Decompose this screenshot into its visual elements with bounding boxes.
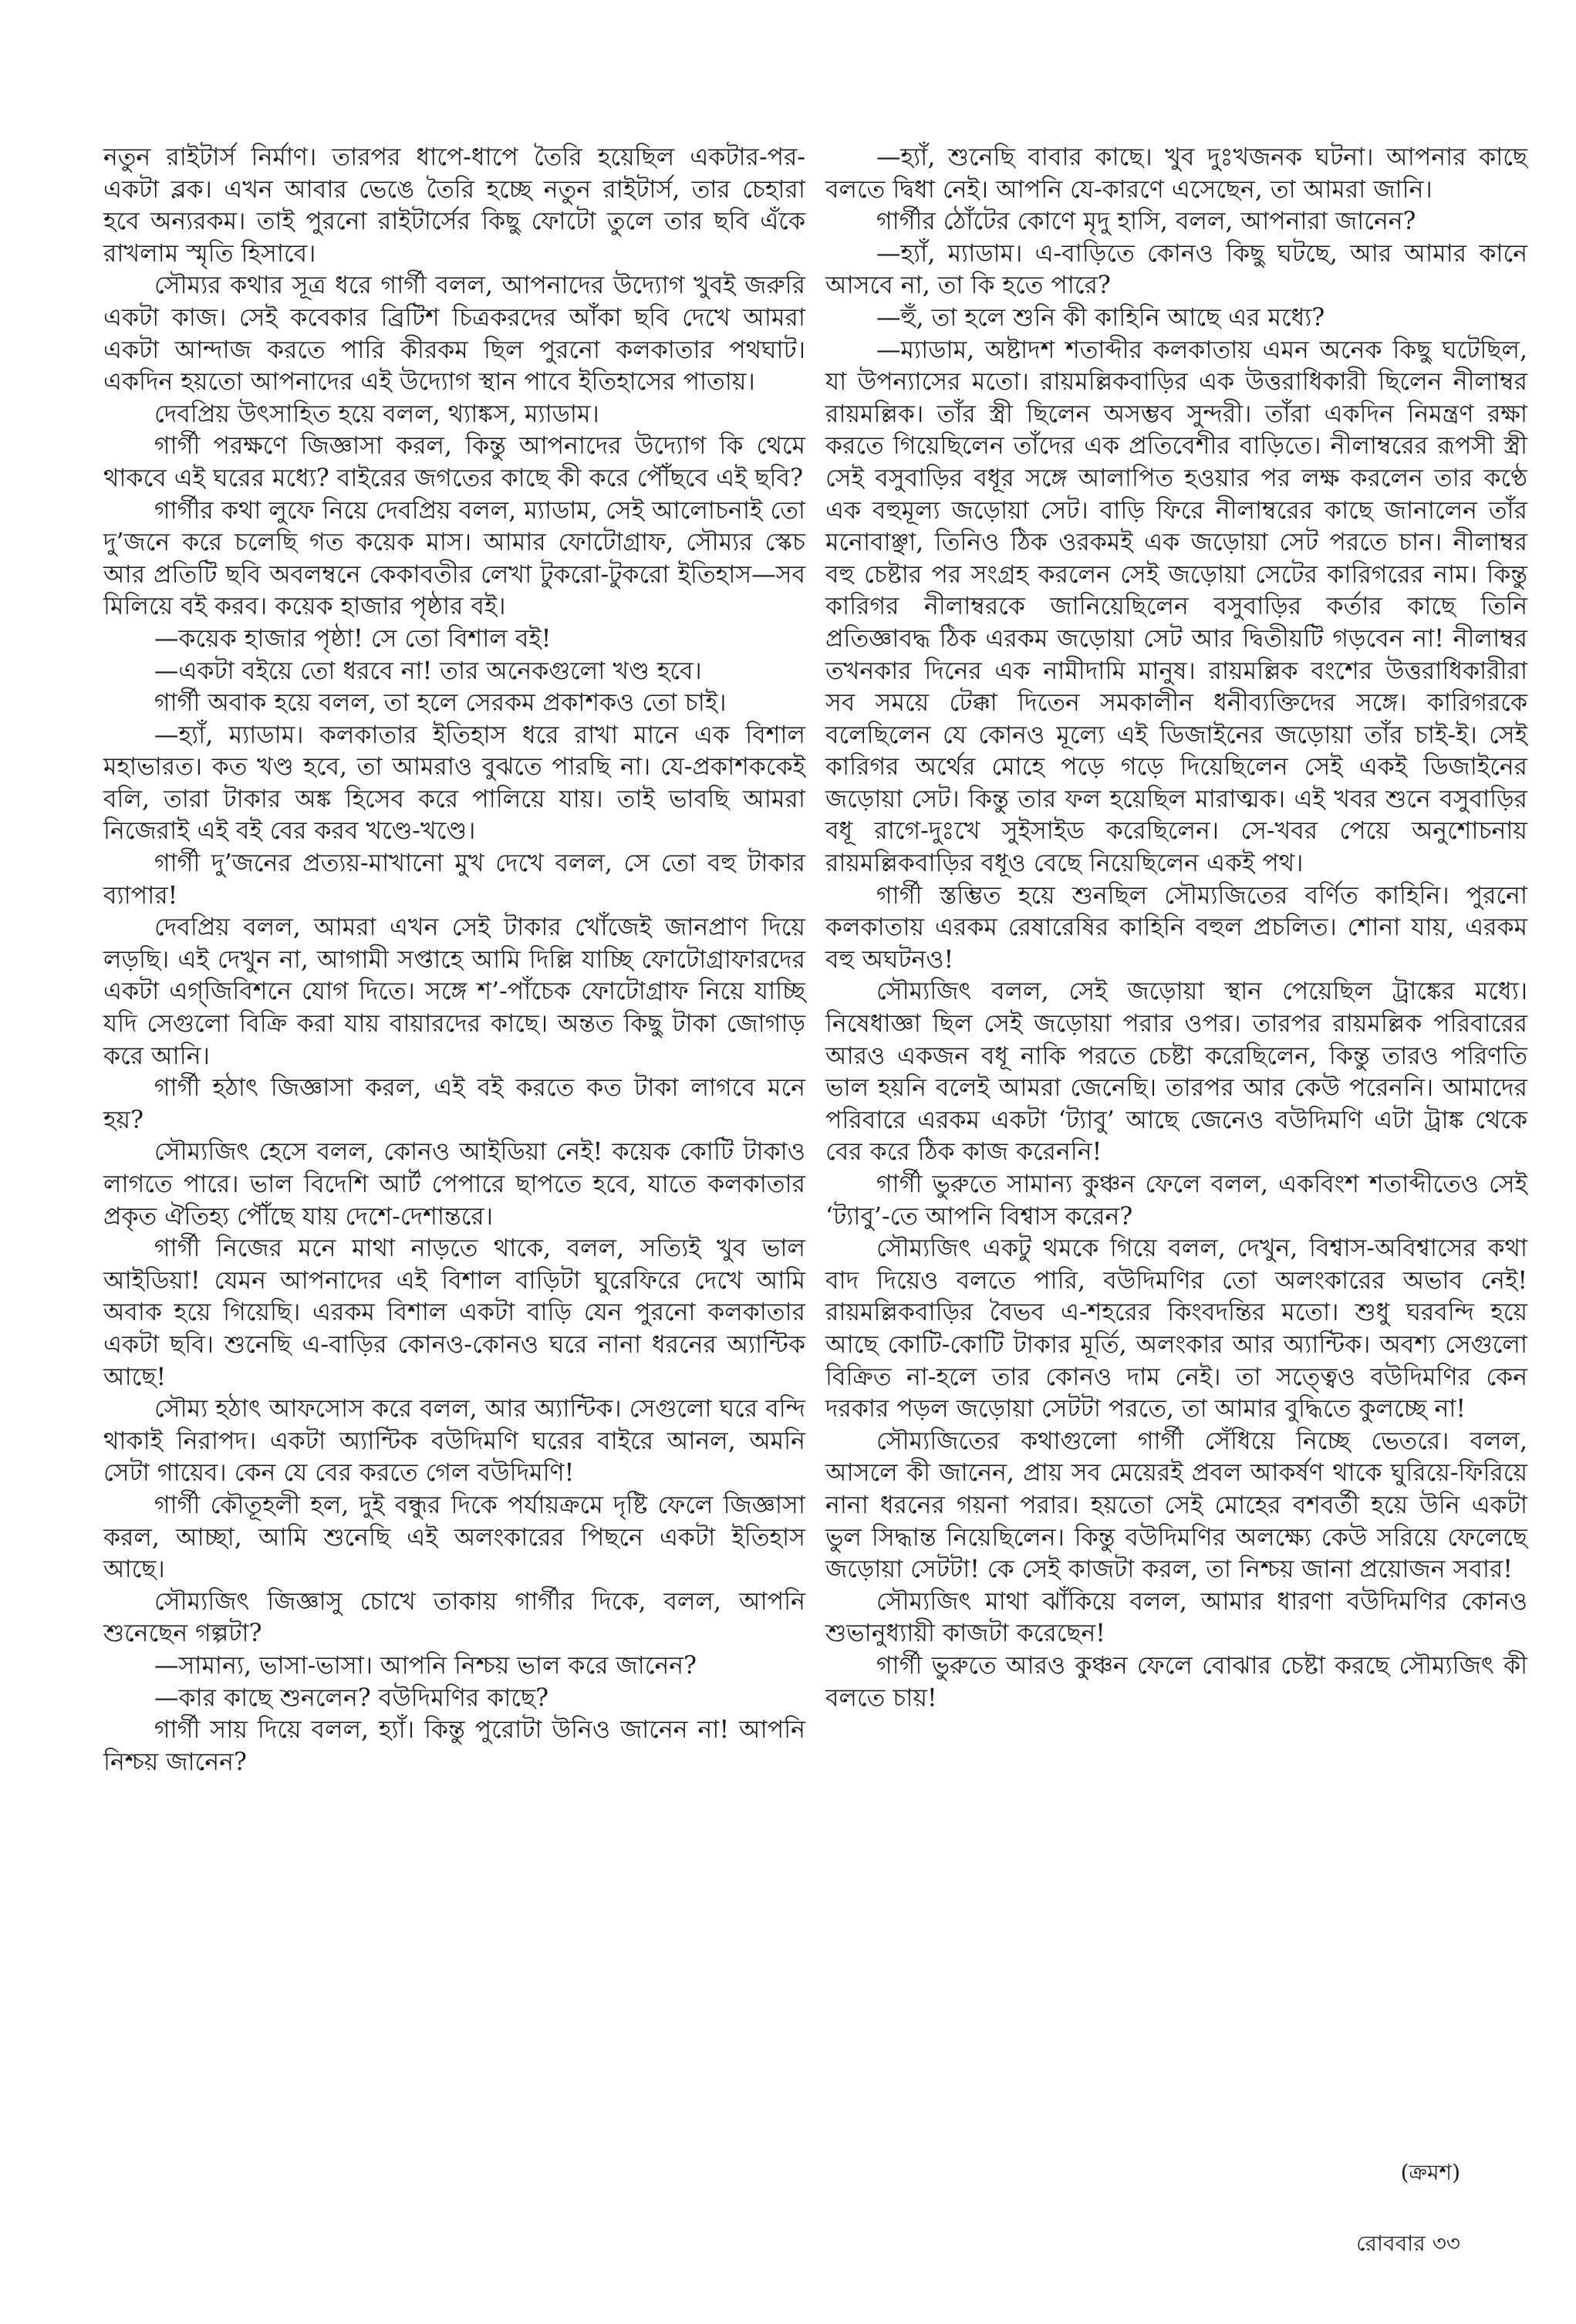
paragraph: গার্গীর কথা লুফে নিয়ে দেবপ্রিয় বলল, ম্যাডাম, সেই আলোচনাই তো দু’জনে করে চলেছি গত কয়েক মাস। আমার ফোটোগ্রাফ, সৌম্যর স্কেচ আর প্রতিটি ছবি অবলম্বনে কেকাবতীর লেখা টুকরো-টুকরো ইতিহাস—সব মিলিয়ে বই করব। কয়েক হাজার পৃষ্ঠার বই। <box>103 496 805 621</box>
paragraph: —সামান্য, ভাসা-ভাসা। আপনি নিশ্চয় ভাল করে জানেন? <box>154 1651 697 1680</box>
paragraph: গার্গীর ঠোঁটের কোণে মৃদু হাসি, বলল, আপনারা জানেন? <box>876 208 1416 236</box>
paragraph: গার্গী পরক্ষণে জিজ্ঞাসা করল, কিন্তু আপনাদের উদ্যোগ কি থেমে থাকবে এই ঘরের মধ্যে? বাইরের জগতের কাছে কী করে পৌঁছবে এই ছবি? <box>103 432 805 492</box>
paragraph: গার্গী ভুরুতে সামান্য কুঞ্চন ফেলে বলল, একবিংশ শতাব্দীতেও সেই ‘ট্যাবু’-তে আপনি বিশ্বাস করেন? <box>825 1170 1527 1231</box>
paragraph: —হুঁ, তা হলে শুনি কী কাহিনি আছে এর মধ্যে? <box>876 303 1325 332</box>
paragraph: সৌম্যজিৎ জিজ্ঞাসু চোখে তাকায় গার্গীর দিকে, বলল, আপনি শুনেছেন গল্পটা? <box>103 1587 805 1648</box>
paragraph: গার্গী কৌতূহলী হল, দুই বন্ধুর দিকে পর্যায়ক্রমে দৃষ্টি ফেলে জিজ্ঞাসা করল, আচ্ছা, আমি শুনেছি এই অলংকারের পিছনে একটা ইতিহাস আছে। <box>103 1491 805 1584</box>
paragraph: দেবপ্রিয় বলল, আমরা এখন সেই টাকার খোঁজেই জানপ্রাণ দিয়ে লড়ছি। এই দেখুন না, আগামী সপ্তাহে আমি দিল্লি যাচ্ছি ফোটোগ্রাফারদের একটা এগ্‌জিবিশনে যোগ দিতে। সঙ্গে শ’-পাঁচেক ফোটোগ্রাফ নিয়ে যাচ্ছি যদি সেগুলো বিক্রি করা যায় বায়ারদের কাছে। অন্তত কিছু টাকা জোগাড় করে আনি। <box>103 914 805 1070</box>
paragraph: সৌম্যজিতের কথাগুলো গার্গী সেঁধিয়ে নিচ্ছে ভেতরে। বলল, আসলে কী জানেন, প্রায় সব মেয়েরই প্রবল আকর্ষণ থাকে ঘুরিয়ে-ফিরিয়ে নানা ধরনের গয়না পরার। হয়তো সেই মোহের বশবর্তী হয়ে উনি একটা ভুল সিদ্ধান্ত নিয়েছিলেন। কিন্তু বউদিমণির অলক্ষ্যে কেউ সরিয়ে ফেলেছে জড়োয়া সেটটা! কে সেই কাজটা করল, তা নিশ্চয় জানা প্রয়োজন সবার! <box>825 1427 1527 1584</box>
paragraph: সৌম্যজিৎ একটু থমকে গিয়ে বলল, দেখুন, বিশ্বাস-অবিশ্বাসের কথা বাদ দিয়েও বলতে পারি, বউদিমণির তো অলংকারের অভাব নেই! রায়মল্লিকবাড়ির বৈভব এ-শহরের কিংবদন্তির মতো। শুধু ঘরবন্দি হয়ে আছে কোটি-কোটি টাকার মূর্তি, অলংকার আর অ্যান্টিক। অবশ্য সেগুলো বিক্রিত না-হলে তার কোনও দাম নেই। তা সত্ত্বেও বউদিমণির কেন দরকার পড়ল জড়োয়া সেটটা পরতে, তা আমার বুদ্ধিতে কুলচ্ছে না! <box>825 1235 1527 1424</box>
paragraph: —হ্যাঁ, ম্যাডাম। কলকাতার ইতিহাস ধরে রাখা মানে এক বিশাল মহাভারত। কত খণ্ড হবে, তা আমরাও বুঝতে পারছি না। যে-প্রকাশককেই বলি, তারা টাকার অঙ্ক হিসেব করে পালিয়ে যায়। তাই ভাবছি আমরা নিজেরাই এই বই বের করব খণ্ডে-খণ্ডে। <box>103 721 805 846</box>
paragraph: গার্গী অবাক হয়ে বলল, তা হলে সেরকম প্রকাশকও তো চাই। <box>154 689 727 718</box>
paragraph: —কয়েক হাজার পৃষ্ঠা! সে তো বিশাল বই! <box>154 624 552 653</box>
paragraph: —ম্যাডাম, অষ্টাদশ শতাব্দীর কলকাতায় এমন অনেক কিছু ঘটেছিল, যা উপন্যাসের মতো। রায়মল্লিকবাড়ির এক উত্তরাধিকারী ছিলেন নীলাম্বর রায়মল্লিক। তাঁর স্ত্রী ছিলেন অসম্ভব সুন্দরী। তাঁরা একদিন নিমন্ত্রণ রক্ষা করতে গিয়েছিলেন তাঁদের এক প্রতিবেশীর বাড়িতে। নীলাম্বরের রূপসী স্ত্রী সেই বসুবাড়ির বধূর সঙ্গে আলাপিত হওয়ার পর লক্ষ করলেন তার কণ্ঠে এক বহুমূল্য জড়োয়া সেট। বাড়ি ফিরে নীলাম্বরের কাছে জানালেন তাঁর মনোবাঞ্ছা, তিনিও ঠিক ওরকমই এক জড়োয়া সেট পরতে চান। নীলাম্বর বহু চেষ্টার পর সংগ্রহ করলেন সেই জড়োয়া সেটের কারিগরের নাম। কিন্তু কারিগর নীলাম্বরকে জানিয়েছিলেন বসুবাড়ির কর্তার কাছে তিনি প্রতিজ্ঞাবদ্ধ ঠিক এরকম জড়োয়া সেট আর দ্বিতীয়টি গড়বেন না! নীলাম্বর তখনকার দিনের এক নামীদামি মানুষ। রায়মল্লিক বংশের উত্তরাধিকারীরা সব সময়ে টেক্কা দিতেন সমকালীন ধনীব্যক্তিদের সঙ্গে। কারিগরকে বলেছিলেন যে কোনও মূল্যে এই ডিজাইনের জড়োয়া তাঁর চাই-ই। সেই কারিগর অর্থের মোহে পড়ে গড়ে দিয়েছিলেন সেই একই ডিজাইনের জড়োয়া সেট। কিন্তু তার ফল হয়েছিল মারাত্মক। এই খবর শুনে বসুবাড়ির বধূ রাগে-দুঃখে সুইসাইড করেছিলেন। সে-খবর পেয়ে অনুশোচনায় রায়মল্লিকবাড়ির বধূও বেছে নিয়েছিলেন একই পথ। <box>825 336 1527 878</box>
paragraph: সৌম্যজিৎ মাথা ঝাঁকিয়ে বলল, আমার ধারণা বউদিমণির কোনও শুভানুধ্যায়ী কাজটা করেছেন! <box>825 1587 1527 1648</box>
paragraph: দেবপ্রিয় উৎসাহিত হয়ে বলল, থ্যাঙ্কস, ম্যাডাম। <box>154 400 599 428</box>
paragraph: সৌম্যজিৎ হেসে বলল, কোনও আইডিয়া নেই! কয়েক কোটি টাকাও লাগতে পারে। ভাল বিদেশি আর্ট পেপারে ছাপতে হবে, যাতে কলকাতার প্রকৃত ঐতিহ্য পৌঁছে যায় দেশে-দেশান্তরে। <box>103 1138 805 1231</box>
paragraph: —হ্যাঁ, ম্যাডাম। এ-বাড়িতে কোনও কিছু ঘটছে, আর আমার কানে আসবে না, তা কি হতে পারে? <box>825 239 1527 300</box>
paragraph: গার্গী নিজের মনে মাথা নাড়তে থাকে, বলল, সত্যিই খুব ভাল আইডিয়া! যেমন আপনাদের এই বিশাল বাড়িটা ঘুরেফিরে দেখে আমি অবাক হয়ে গিয়েছি। এরকম বিশাল একটা বাড়ি যেন পুরনো কলকাতার একটা ছবি। শুনেছি এ-বাড়ির কোনও-কোনও ঘরে নানা ধরনের অ্যান্টিক আছে! <box>103 1235 805 1391</box>
paragraph: —কার কাছে শুনলেন? বউদিমণির কাছে? <box>154 1684 549 1712</box>
paragraph: নতুন রাইটার্স নির্মাণ। তারপর ধাপে-ধাপে তৈরি হয়েছিল একটার-পর-একটা ব্লক। এখন আবার ভেঙে তৈরি হচ্ছে নতুন রাইটার্স, তার চেহারা হবে অন্যরকম। তাই পুরনো রাইটার্সের কিছু ফোটো তুলে তার ছবি এঁকে রাখলাম স্মৃতি হিসাবে। <box>103 144 805 268</box>
left-column <box>103 142 805 1778</box>
paragraph: গার্গী হঠাৎ জিজ্ঞাসা করল, এই বই করতে কত টাকা লাগবে মনে হয়? <box>103 1074 805 1134</box>
paragraph: —একটা বইয়ে তো ধরবে না! তার অনেকগুলো খণ্ড হবে। <box>154 657 702 685</box>
paragraph: গার্গী স্তম্ভিত হয়ে শুনছিল সৌম্যজিতের বর্ণিত কাহিনি। পুরনো কলকাতায় এরকম রেষারেষির কাহিনি বহুল প্রচলিত। শোনা যায়, এরকম বহু অঘটনও! <box>825 881 1527 974</box>
paragraph: সৌম্যর কথার সূত্র ধরে গার্গী বলল, আপনাদের উদ্যোগ খুবই জরুরি একটা কাজ। সেই কবেকার ব্রিটিশ চিত্রকরদের আঁকা ছবি দেখে আমরা একটা আন্দাজ করতে পারি কীরকম ছিল পুরনো কলকাতার পথঘাট। একদিন হয়তো আপনাদের এই উদ্যোগ স্থান পাবে ইতিহাসের পাতায়। <box>103 272 805 397</box>
page-footer: রোববার ৩৩ <box>1356 2231 1460 2256</box>
paragraph: —হ্যাঁ, শুনেছি বাবার কাছে। খুব দুঃখজনক ঘটনা। আপনার কাছে বলতে দ্বিধা নেই। আপনি যে-কারণে এসেছেন, তা আমরা জানি। <box>825 144 1527 204</box>
paragraph: গার্গী ভুরুতে আরও কুঞ্চন ফেলে বোঝার চেষ্টা করছে সৌম্যজিৎ কী বলতে চায়! <box>825 1651 1527 1712</box>
paragraph: সৌম্যজিৎ বলল, সেই জড়োয়া স্থান পেয়েছিল ট্রাঙ্কের মধ্যে। নিষেধাজ্ঞা ছিল সেই জড়োয়া পরার ওপর। তারপর রায়মল্লিক পরিবারের আরও একজন বধূ নাকি পরতে চেষ্টা করেছিলেন, কিন্তু তারও পরিণতি ভাল হয়নি বলেই আমরা জেনেছি। তারপর আর কেউ পরেননি। আমাদের পরিবারে এরকম একটা ‘ট্যাবু’ আছে জেনেও বউদিমণি এটা ট্রাঙ্ক থেকে বের করে ঠিক কাজ করেননি! <box>825 978 1527 1167</box>
right-column <box>825 142 1527 1714</box>
to-be-continued-label: (ক্রমশ) <box>1400 2160 1460 2185</box>
paragraph: সৌম্য হঠাৎ আফসোস করে বলল, আর অ্যান্টিক। সেগুলো ঘরে বন্দি থাকাই নিরাপদ। একটা অ্যান্টিক বউদিমণি ঘরের বাইরে আনল, অমনি সেটা গায়েব। কেন যে বের করতে গেল বউদিমণি! <box>103 1395 805 1488</box>
paragraph: গার্গী দু’জনের প্রত্যয়-মাখানো মুখ দেখে বলল, সে তো বহু টাকার ব্যাপার! <box>103 850 805 910</box>
paragraph: গার্গী সায় দিয়ে বলল, হ্যাঁ। কিন্তু পুরোটা উনিও জানেন না! আপনি নিশ্চয় জানেন? <box>103 1716 805 1776</box>
